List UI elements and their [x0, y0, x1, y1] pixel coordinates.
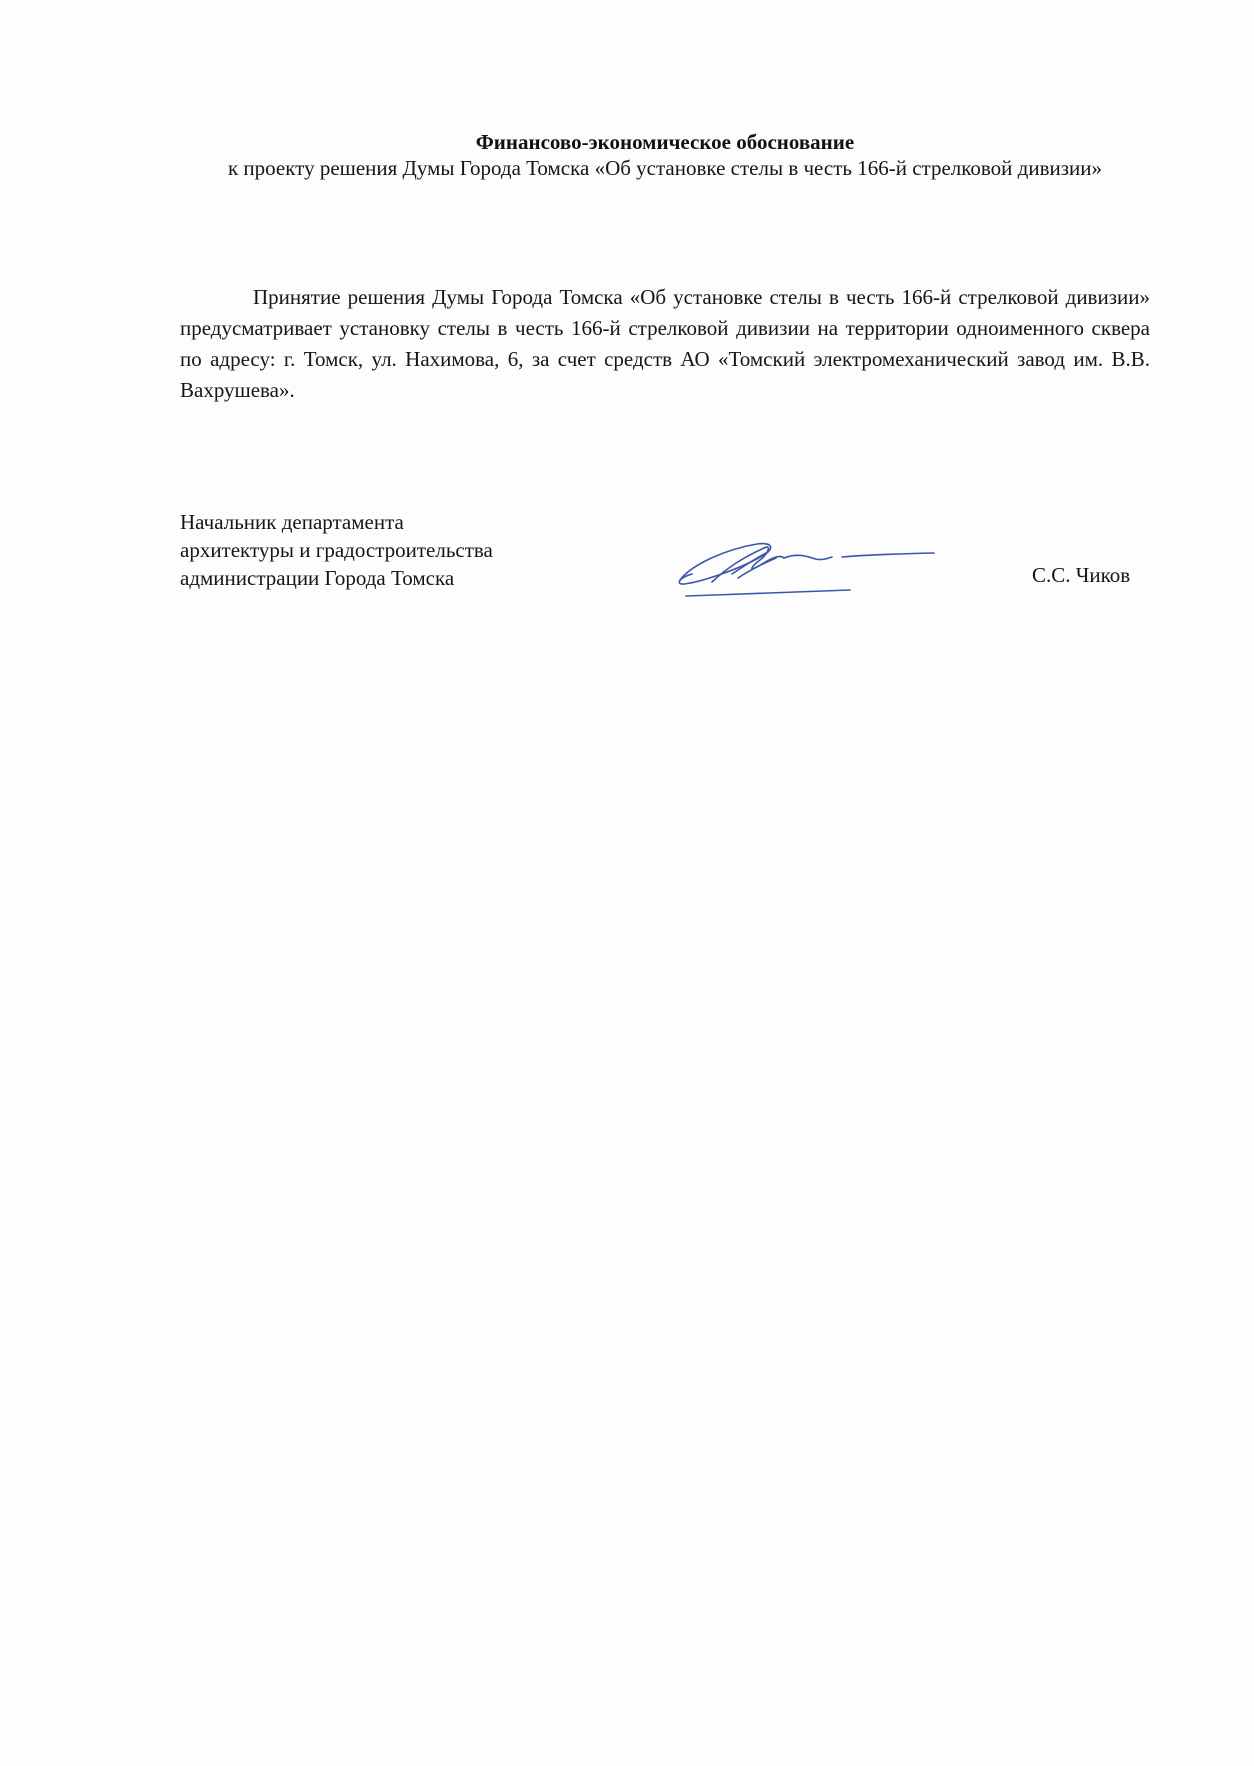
- signer-position: [180, 508, 493, 592]
- signer-position-line: администрации Города Томска: [180, 566, 455, 590]
- signer-name: С.С. Чиков: [1032, 563, 1131, 587]
- document-title: Финансово-экономическое обоснование: [475, 130, 855, 154]
- document-body-paragraph: Принятие решения Думы Города Томска «Об установке стелы в честь 166-й стрелковой дивизии» предусматривает установку стелы в честь 166-й стрелковой дивизии на территории одноименного сквера по адресу: г. Томск, ул. Нахимова, 6, за счет средств АО «Томский электромеханический завод им. В.В. Вахрушева».: [180, 285, 1150, 402]
- signer-position-line: Начальник департамента: [180, 510, 404, 534]
- signer-position-line: архитектуры и градостроительства: [180, 538, 493, 562]
- document-subtitle: к проекту решения Думы Города Томска «Об установке стелы в честь 166-й стрелковой дивизии»: [227, 156, 1102, 180]
- handwritten-signature: [672, 524, 942, 604]
